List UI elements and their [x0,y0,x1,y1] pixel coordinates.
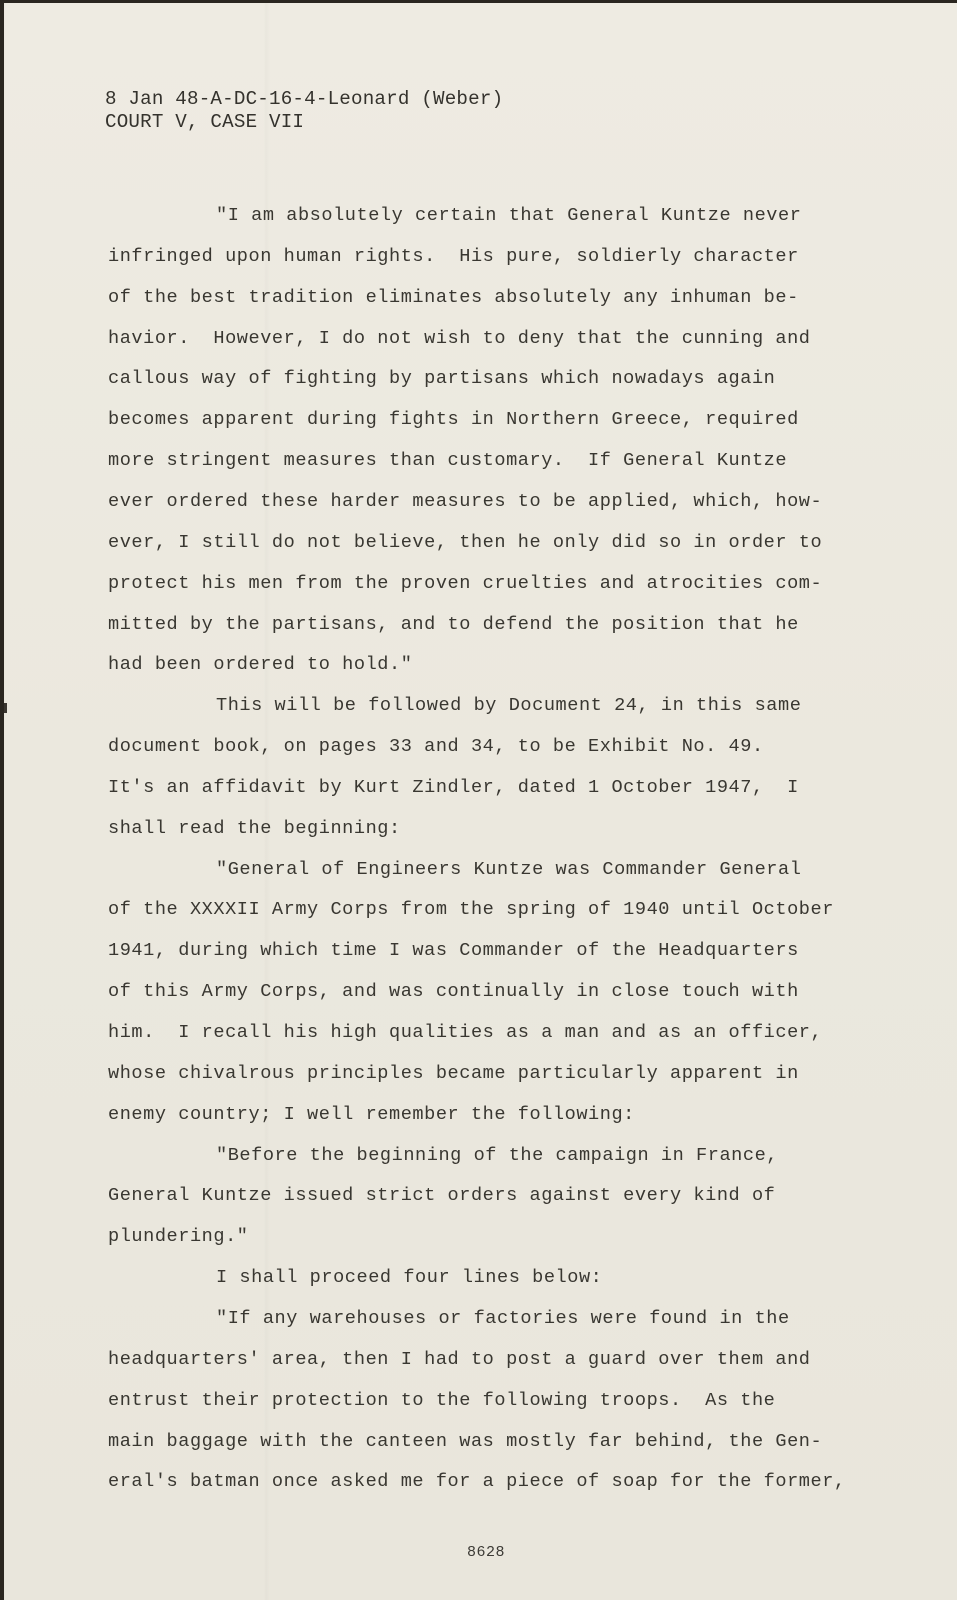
text-line: shall read the beginning: [108,817,401,839]
header-reference-line: 8 Jan 48-A-DC-16-4-Leonard (Weber) [105,88,504,110]
text-line: infringed upon human rights. His pure, soldierly character [108,245,799,267]
document-header [105,88,503,134]
text-line: General Kuntze issued strict orders against every kind of [108,1185,776,1207]
header-court-case-line: COURT V, CASE VII [105,111,305,133]
text-line: whose chivalrous principles became particularly apparent in [108,1062,799,1084]
text-line: callous way of fighting by partisans which nowadays again [108,368,776,390]
text-line: protect his men from the proven cruelties and atrocities com- [108,572,823,594]
paragraph-start-line: "If any warehouses or factories were found in the [216,1307,790,1329]
paragraph-start-line: This will be followed by Document 24, in this same [216,695,802,717]
scan-edge-mark [4,703,7,713]
paragraph-start-line: "General of Engineers Kuntze was Commander General [216,858,802,880]
text-line: mitted by the partisans, and to defend the position that he [108,613,799,635]
text-line: headquarters' area, then I had to post a guard over them and [108,1348,811,1370]
paragraph-start-line: "I am absolutely certain that General Kuntze never [216,205,802,226]
text-line: ever, I still do not believe, then he only did so in order to [108,531,823,553]
text-line: enemy country; I well remember the following: [108,1103,635,1125]
paragraph-start-line: "Before the beginning of the campaign in France, [216,1144,778,1166]
page-number: 8628 [467,1544,506,1561]
text-line: It's an affidavit by Kurt Zindler, dated 1 October 1947, I [108,776,799,798]
text-line: him. I recall his high qualities as a man and as an officer, [108,1022,823,1043]
text-line: had been ordered to hold." [108,654,413,676]
text-line: of the XXXXII Army Corps from the spring of 1940 until October [108,899,834,921]
text-line: of the best tradition eliminates absolutely any inhuman be- [108,286,799,308]
text-line: main baggage with the canteen was mostly far behind, the Gen- [108,1430,823,1452]
text-line: document book, on pages 33 and 34, to be Exhibit No. 49. [108,736,764,758]
text-line: ever ordered these harder measures to be applied, which, how- [108,490,823,512]
text-line: havior. However, I do not wish to deny that the cunning and [108,327,811,349]
paragraph-start-line: I shall proceed four lines below: [216,1267,603,1289]
text-line: becomes apparent during fights in Northern Greece, required [108,409,799,431]
text-line: of this Army Corps, and was continually in close touch with [108,981,799,1003]
text-line: eral's batman once asked me for a piece of soap for the former, [108,1471,846,1493]
document-page [4,3,957,1600]
text-line: plundering." [108,1226,249,1248]
text-line: 1941, during which time I was Commander of the Headquarters [108,940,799,962]
text-line: entrust their protection to the following troops. As the [108,1389,776,1411]
text-line: more stringent measures than customary. If General Kuntze [108,450,788,472]
